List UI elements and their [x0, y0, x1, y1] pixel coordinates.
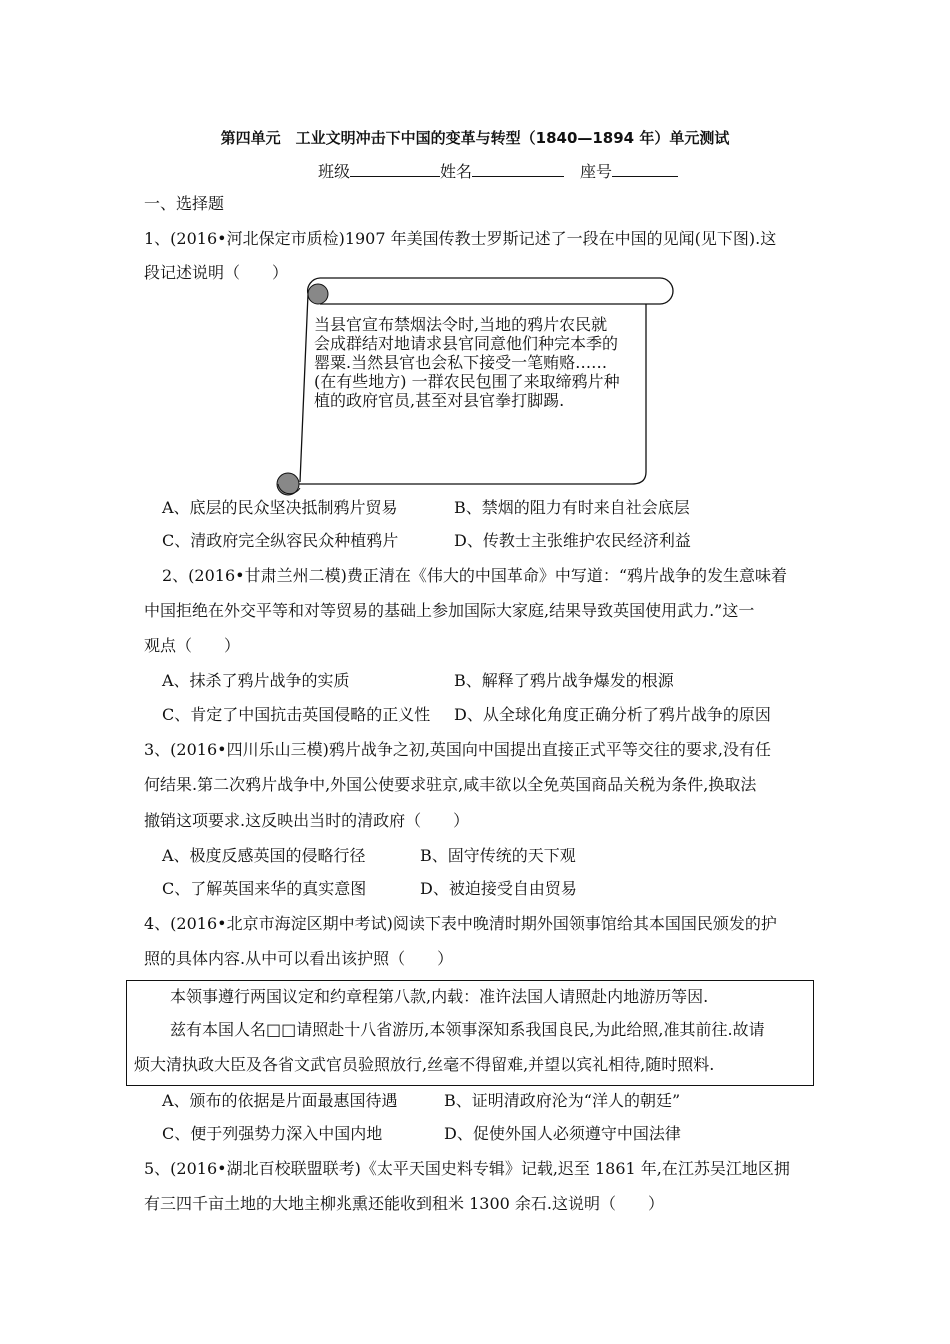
q4-stem-line-1: 4、(2016•北京市海淀区期中考试)阅读下表中晚清时期外国领事馆给其本国国民颁发的护 [144, 914, 777, 933]
q1-material-line-4: (在有些地方) 一群农民包围了来取缔鸦片种 [314, 372, 620, 391]
q3-stem-line-1: 3、(2016•四川乐山三模)鸦片战争之初,英国向中国提出直接正式平等交往的要求,没有任 [144, 740, 771, 759]
q1-material-line-1: 当县官宣布禁烟法令时,当地的鸦片农民就 [314, 315, 608, 334]
q1-material-line-3: 罂粟.当然县官也会私下接受一笔贿赂…… [314, 353, 608, 372]
q1-stem-line-2: 段记述说明（ ） [144, 263, 289, 282]
q2-option-d[interactable]: D、从全球化角度正确分析了鸦片战争的原因 [454, 705, 771, 724]
name-field[interactable] [472, 160, 564, 177]
q2-stem-line-3: 观点（ ） [144, 636, 241, 655]
seat-field[interactable] [612, 160, 678, 177]
q1-material-line-5: 植的政府官员,甚至对县官拳打脚踢. [314, 391, 565, 410]
q1-option-a[interactable]: A、底层的民众坚决抵制鸦片贸易 [162, 498, 398, 517]
q1-option-d[interactable]: D、传教士主张维护农民经济利益 [454, 531, 691, 550]
q1-stem-line-1: 1、(2016•河北保定市质检)1907 年美国传教士罗斯记述了一段在中国的见闻(见下图).这 [144, 229, 777, 248]
q1-option-b[interactable]: B、禁烟的阻力有时来自社会底层 [454, 498, 690, 517]
q3-option-a[interactable]: A、极度反感英国的侵略行径 [162, 846, 366, 865]
student-info-line [318, 160, 678, 182]
q4-option-d[interactable]: D、促使外国人必须遵守中国法律 [444, 1124, 681, 1143]
q5-stem-line-2: 有三四千亩土地的大地主柳兆熏还能收到租米 1300 余石.这说明（ ） [144, 1194, 664, 1213]
q4-stem-line-2: 照的具体内容.从中可以看出该护照（ ） [144, 949, 454, 968]
q3-stem-line-2: 何结果.第二次鸦片战争中,外国公使要求驻京,咸丰欲以全免英国商品关税为条件,换取法 [144, 775, 757, 794]
q2-stem-line-1: 2、(2016•甘肃兰州二模)费正清在《伟大的中国革命》中写道：“鸦片战争的发生意味着 [162, 566, 788, 585]
section-heading: 一、选择题 [144, 194, 225, 213]
q1-option-c[interactable]: C、清政府完全纵容民众种植鸦片 [162, 531, 399, 550]
page-title: 第四单元 工业文明冲击下中国的变革与转型（1840—1894 年）单元测试 [220, 129, 730, 147]
q4-option-c[interactable]: C、便于列强势力深入中国内地 [162, 1124, 383, 1143]
q4-material-line-2: 兹有本国人名□□请照赴十八省游历,本领事深知系我国良民,为此给照,准其前往.故请 [170, 1020, 765, 1039]
class-field[interactable] [350, 160, 440, 177]
q4-material-line-1: 本领事遵行两国议定和约章程第八款,内载：准许法国人请照赴内地游历等因. [170, 987, 709, 1006]
seat-label: 座号 [580, 162, 613, 181]
q4-option-a[interactable]: A、颁布的依据是片面最惠国待遇 [162, 1091, 398, 1110]
q3-option-b[interactable]: B、固守传统的天下观 [420, 846, 576, 865]
q1-material-line-2: 会成群结对地请求县官同意他们种完本季的 [314, 334, 619, 353]
q2-stem-line-2: 中国拒绝在外交平等和对等贸易的基础上参加国际大家庭,结果导致英国使用武力.”这一 [144, 601, 755, 620]
q4-option-b[interactable]: B、证明清政府沦为“洋人的朝廷” [444, 1091, 681, 1110]
q4-material-line-3: 烦大清执政大臣及各省文武官员验照放行,丝毫不得留难,并望以宾礼相待,随时照料. [134, 1055, 715, 1074]
class-label: 班级 [318, 162, 351, 181]
q5-stem-line-1: 5、(2016•湖北百校联盟联考)《太平天国史料专辑》记载,迟至 1861 年,在江苏吴江地区拥 [144, 1159, 790, 1178]
q2-option-b[interactable]: B、解释了鸦片战争爆发的根源 [454, 671, 674, 690]
q2-option-a[interactable]: A、抹杀了鸦片战争的实质 [162, 671, 350, 690]
q3-option-c[interactable]: C、了解英国来华的真实意图 [162, 879, 367, 898]
q2-option-c[interactable]: C、肯定了中国抗击英国侵略的正义性 [162, 705, 431, 724]
q3-option-d[interactable]: D、被迫接受自由贸易 [420, 879, 577, 898]
q3-stem-line-3: 撤销这项要求.这反映出当时的清政府（ ） [144, 811, 470, 830]
name-label: 姓名 [440, 162, 473, 181]
